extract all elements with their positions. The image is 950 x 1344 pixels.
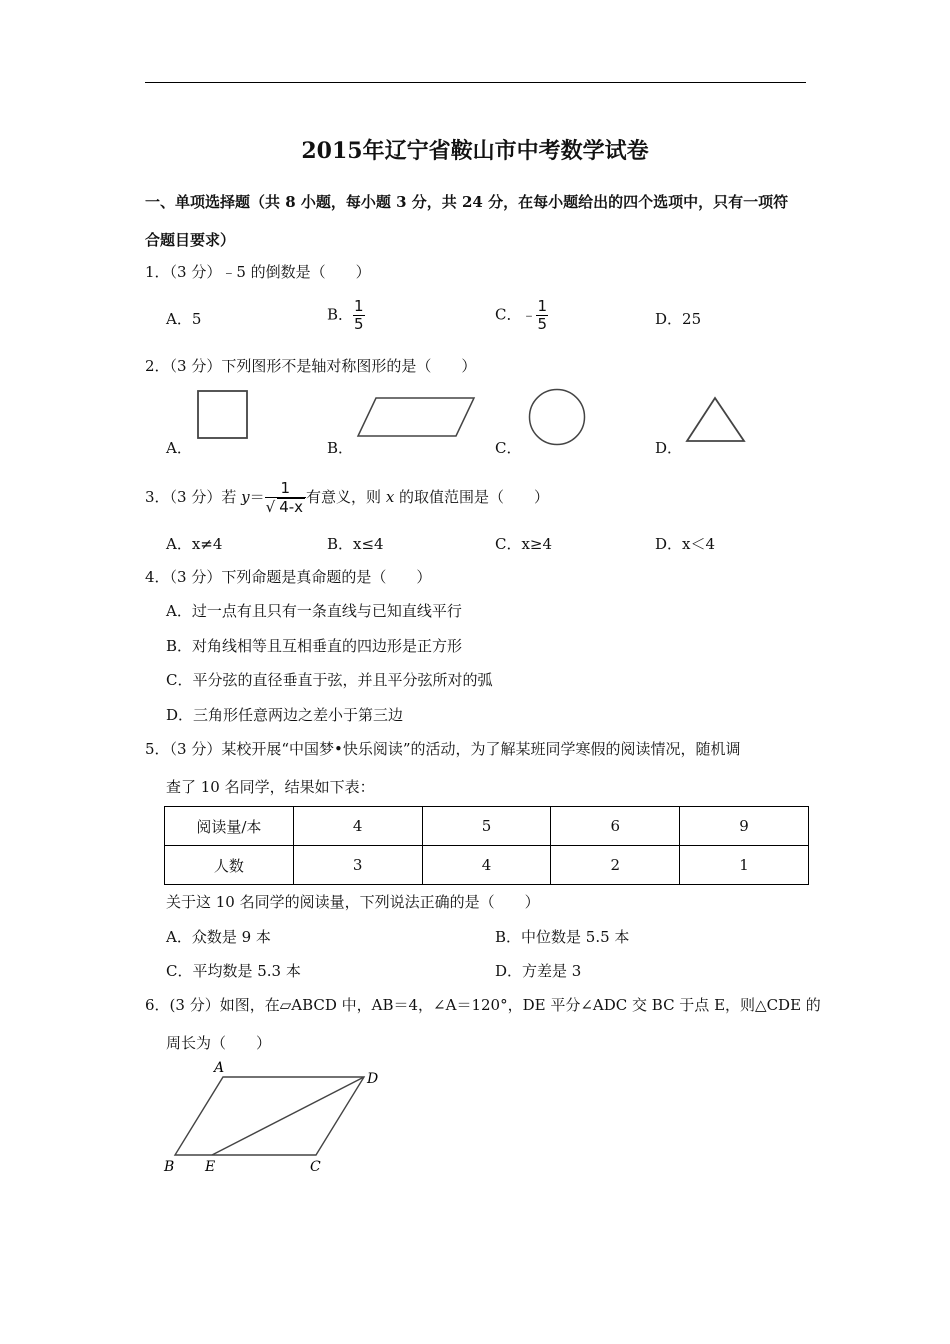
q5-stem-line1: 5．（3 分）某校开展“中国梦•快乐阅读”的活动，为了解某班同学寒假的阅读情况，随机调 bbox=[145, 740, 741, 758]
label-e: E bbox=[205, 1159, 216, 1175]
q5-option-d: D．方差是 3 bbox=[495, 962, 582, 980]
table-cell: 阅读量/本 bbox=[165, 807, 294, 846]
header-rule bbox=[145, 82, 806, 83]
reading-table bbox=[164, 806, 809, 885]
q1-stem: 1．（3 分）﹣5 的倒数是（ ） bbox=[145, 263, 371, 281]
table-row bbox=[165, 846, 809, 885]
table-row bbox=[165, 807, 809, 846]
table-cell: 5 bbox=[422, 807, 551, 846]
table-cell: 4 bbox=[293, 807, 422, 846]
q4-option-b: B．对角线相等且互相垂直的四边形是正方形 bbox=[166, 637, 463, 655]
table-cell: 2 bbox=[551, 846, 680, 885]
q3-option-a: A．x≠4 bbox=[166, 535, 223, 553]
q2-option-d: D． bbox=[655, 439, 683, 457]
q3-numerator: 1 bbox=[280, 479, 291, 497]
q1-option-c-denominator: 5 bbox=[537, 315, 548, 333]
segment-de bbox=[212, 1077, 364, 1155]
q4-option-c: C．平分弦的直径垂直于弦，并且平分弦所对的弧 bbox=[166, 671, 493, 689]
q1-option-c-fraction bbox=[536, 298, 548, 333]
table-cell: 4 bbox=[422, 846, 551, 885]
label-a: A bbox=[214, 1060, 225, 1076]
q1-option-c-prefix: C．﹣ bbox=[495, 305, 537, 324]
section-heading-line1: 一、单项选择题（共 8 小题，每小题 3 分，共 24 分，在每小题给出的四个选项中，只有一项符 bbox=[145, 193, 789, 211]
section-heading-line2: 合题目要求） bbox=[145, 231, 236, 249]
label-c: C bbox=[310, 1159, 321, 1175]
q1-option-d: D．25 bbox=[655, 310, 702, 328]
parallelogram-outline bbox=[175, 1077, 364, 1155]
table-cell: 6 bbox=[551, 807, 680, 846]
q4-option-d: D．三角形任意两边之差小于第三边 bbox=[166, 706, 404, 724]
q2-option-b: B． bbox=[327, 439, 354, 457]
table-cell: 1 bbox=[680, 846, 809, 885]
q5-followup: 关于这 10 名同学的阅读量，下列说法正确的是（ ） bbox=[166, 893, 540, 911]
q3-option-d: D．x＜4 bbox=[655, 535, 716, 553]
q3-equals: ＝ bbox=[249, 488, 265, 506]
q3-var-x: x bbox=[385, 488, 395, 506]
q3-suffix1: 有意义，则 bbox=[306, 488, 386, 506]
parallelogram-abcd-diagram bbox=[160, 1058, 390, 1178]
label-b: B bbox=[164, 1159, 175, 1175]
q1-option-b-fraction bbox=[353, 298, 365, 333]
q3-option-b: B．x≤4 bbox=[327, 535, 384, 553]
q6-stem-line2: 周长为（ ） bbox=[166, 1034, 272, 1052]
circle-figure bbox=[526, 387, 588, 447]
q1-option-b-prefix: B． bbox=[327, 305, 354, 324]
q2-option-c: C． bbox=[495, 439, 522, 457]
q3-suffix2: 的取值范围是（ ） bbox=[394, 488, 550, 506]
q3-fraction bbox=[265, 480, 306, 516]
page-title: 2015年辽宁省鞍山市中考数学试卷 bbox=[301, 138, 649, 164]
q1-option-c-numerator: 1 bbox=[537, 297, 548, 315]
q3-stem bbox=[145, 480, 549, 516]
q3-option-c: C．x≥4 bbox=[495, 535, 553, 553]
q2-option-a: A． bbox=[166, 439, 192, 457]
table-cell: 9 bbox=[680, 807, 809, 846]
q3-var-y: y bbox=[241, 488, 250, 506]
q4-option-a: A．过一点有且只有一条直线与已知直线平行 bbox=[166, 602, 462, 620]
q1-option-b-numerator: 1 bbox=[354, 297, 364, 315]
q3-denominator: √ 4-x bbox=[265, 497, 306, 516]
q4-stem: 4．（3 分）下列命题是真命题的是（ ） bbox=[145, 568, 432, 586]
q1-option-b bbox=[327, 298, 365, 333]
q3-radicand: 4-x bbox=[279, 498, 304, 516]
q1-option-b-denominator: 5 bbox=[354, 315, 364, 333]
table-cell: 3 bbox=[293, 846, 422, 885]
triangle-figure bbox=[685, 396, 747, 444]
q3-prefix: 3．（3 分）若 bbox=[145, 488, 242, 506]
q5-stem-line2: 查了 10 名同学，结果如下表： bbox=[166, 778, 375, 796]
table-cell: 人数 bbox=[165, 846, 294, 885]
q2-stem: 2．（3 分）下列图形不是轴对称图形的是（ ） bbox=[145, 357, 477, 375]
q1-option-a: A．5 bbox=[166, 310, 202, 328]
q5-option-c: C．平均数是 5.3 本 bbox=[166, 962, 301, 980]
q1-option-c bbox=[495, 298, 548, 333]
square-figure bbox=[196, 390, 250, 440]
q6-stem-line1: 6．(3 分）如图，在▱ABCD 中，AB＝4，∠A＝120°，DE 平分∠ADC 交 BC 于点 E，则△CDE 的 bbox=[145, 996, 821, 1014]
parallelogram-figure bbox=[356, 396, 478, 440]
q5-option-a: A．众数是 9 本 bbox=[166, 928, 271, 946]
label-d: D bbox=[367, 1071, 379, 1087]
q5-option-b: B．中位数是 5.5 本 bbox=[495, 928, 630, 946]
